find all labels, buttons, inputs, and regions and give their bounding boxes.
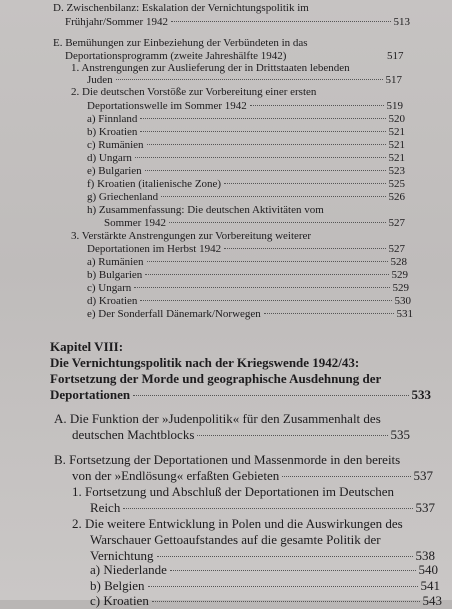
toc-entry-b1[interactable] (90, 500, 435, 516)
chapter-title-line: Die Vernichtungspolitik nach der Kriegswende 1942/43: (50, 355, 360, 370)
toc-subentry-label: b) Belgien (90, 578, 145, 593)
toc-page-number: 531 (396, 308, 413, 320)
leader-dots (140, 131, 385, 132)
toc-subentry[interactable] (90, 578, 440, 594)
toc-page-number: 521 (388, 139, 405, 151)
toc-page-number: 519 (386, 100, 403, 112)
toc-subentry-label: g) Griechenland (87, 191, 159, 203)
toc-page-number: 517 (385, 74, 402, 86)
leader-dots (224, 183, 385, 184)
toc-entry-b-label: B. Fortsetzung der Deportationen und Massenmorde in den bereits (54, 452, 401, 467)
leader-dots (135, 157, 386, 158)
toc-subentry[interactable] (87, 152, 405, 164)
toc-page-number: 533 (411, 387, 431, 402)
toc-entry-d-cont: Frühjahr/Sommer 1942 (65, 16, 168, 28)
leader-dots (116, 79, 383, 80)
toc-entry-e3-label: 3. Verstärkte Anstrengungen zur Vorbereitung weiterer (71, 230, 312, 242)
toc-page-number: 530 (394, 295, 411, 307)
leader-dots (145, 274, 388, 275)
toc-subentry[interactable] (90, 593, 442, 609)
toc-page-number: 543 (422, 593, 442, 608)
toc-subentry-label: e) Bulgarien (87, 165, 142, 177)
toc-subentry-label: b) Kroatien (87, 126, 138, 138)
toc-subentry[interactable] (87, 139, 405, 151)
toc-subentry-label: d) Ungarn (87, 152, 132, 164)
leader-dots (133, 395, 408, 396)
leader-dots (148, 586, 418, 587)
toc-entry-e1[interactable] (87, 74, 402, 86)
toc-subentry-label: f) Kroatien (italienische Zone) (87, 178, 222, 190)
leader-dots (282, 476, 410, 477)
toc-entry-a-label: A. Die Funktion der »Judenpolitik« für den Zusammenhalt des (54, 411, 381, 426)
leader-dots (169, 222, 385, 223)
toc-page-number: 537 (415, 500, 435, 515)
toc-page-number: 521 (388, 126, 405, 138)
toc-entry-d-label: D. Zwischenbilanz: Eskalation der Vernichtungspolitik im (53, 2, 309, 14)
toc-page-number: 541 (420, 578, 440, 593)
toc-page-number: 529 (391, 269, 408, 281)
toc-page-number: 537 (413, 468, 433, 483)
toc-page-number: 526 (388, 191, 405, 203)
leader-dots (250, 105, 384, 106)
toc-subentry[interactable] (87, 178, 405, 190)
toc-entry-e3-cont: Deportationen im Herbst 1942 (87, 243, 222, 255)
toc-subentry-label: c) Ungarn (87, 282, 132, 294)
leader-dots (157, 556, 413, 557)
leader-dots (264, 313, 394, 314)
toc-subentry[interactable] (87, 191, 405, 203)
toc-entry-e3[interactable] (87, 243, 405, 255)
toc-subentry-h-cont: Sommer 1942 (104, 217, 167, 229)
toc-subentry-label: a) Niederlande (90, 562, 167, 577)
toc-entry-b1-cont: Reich (90, 500, 121, 515)
toc-entry-a[interactable] (72, 427, 410, 443)
chapter-title-line: Deportationen (50, 387, 131, 402)
toc-page-number: 513 (393, 16, 410, 28)
toc-subentry-h[interactable] (104, 217, 405, 229)
toc-subentry-h-label: h) Zusammenfassung: Die deutschen Aktivitäten vom (87, 204, 324, 216)
toc-subentry[interactable] (87, 126, 405, 138)
leader-dots (145, 170, 386, 171)
toc-subentry[interactable] (87, 269, 408, 281)
leader-dots (123, 508, 412, 509)
toc-page-number: 527 (388, 243, 405, 255)
leader-dots (224, 248, 385, 249)
leader-dots (152, 601, 420, 602)
toc-entry-e2-label: 2. Die deutschen Vorstöße zur Vorbereitung einer ersten (71, 86, 317, 98)
toc-subentry-label: b) Bulgarien (87, 269, 143, 281)
leader-dots (140, 300, 391, 301)
toc-page-number: 523 (388, 165, 405, 177)
toc-entry-e-cont: Deportationsprogramm (zweite Jahreshälfte 1942) (65, 50, 287, 62)
toc-subentry[interactable] (87, 165, 405, 177)
leader-dots (170, 570, 416, 571)
toc-entry-b2-cont: Warschauer Gettoaufstandes auf die gesamte Politik der (90, 532, 381, 547)
toc-page-number: 529 (392, 282, 409, 294)
chapter-entry[interactable] (50, 387, 431, 403)
toc-subentry[interactable] (87, 113, 405, 125)
chapter-title-line: Fortsetzung der Morde und geographische Ausdehnung der (50, 371, 382, 386)
leader-dots (197, 435, 387, 436)
toc-page-number: 538 (415, 548, 435, 563)
toc-entry-e1-label: 1. Anstrengungen zur Auslieferung der in Drittstaaten lebenden (71, 62, 350, 74)
toc-entry-e2[interactable] (87, 100, 403, 112)
toc-entry-e-label: E. Bemühungen zur Einbeziehung der Verbündeten in das (53, 37, 308, 49)
toc-page-number: 527 (388, 217, 405, 229)
toc-subentry[interactable] (87, 282, 409, 294)
leader-dots (171, 21, 391, 22)
toc-page-number: 521 (388, 152, 405, 164)
toc-subentry[interactable] (87, 308, 413, 320)
toc-subentry-label: c) Rumänien (87, 139, 144, 151)
toc-subentry-label: e) Der Sonderfall Dänemark/Norwegen (87, 308, 261, 320)
toc-subentry-label: c) Kroatien (90, 593, 149, 608)
leader-dots (140, 118, 385, 119)
toc-entry-b1-label: 1. Fortsetzung und Abschluß der Deportationen im Deutschen (72, 484, 395, 499)
toc-subentry-label: a) Rumänien (87, 256, 144, 268)
toc-subentry[interactable] (87, 256, 407, 268)
toc-entry-b-cont: von der »Endlösung« erfaßten Gebieten (72, 468, 280, 483)
toc-entry-b2-label: 2. Die weitere Entwicklung in Polen und die Auswirkungen des (72, 516, 403, 531)
toc-entry-b[interactable] (72, 468, 433, 484)
toc-entry-e1-cont: Juden (87, 74, 113, 86)
toc-page-number-e: 517 (387, 50, 404, 62)
toc-entry-b2-cont: Vernichtung (90, 548, 154, 563)
chapter-number: Kapitel VIII: (50, 339, 124, 354)
toc-subentry[interactable] (87, 295, 411, 307)
toc-subentry[interactable] (90, 562, 438, 578)
leader-dots (147, 144, 386, 145)
toc-entry-d[interactable] (65, 16, 410, 28)
toc-page-number: 535 (390, 427, 410, 442)
toc-entry-e2-cont: Deportationswelle im Sommer 1942 (87, 100, 247, 112)
toc-subentry-label: d) Kroatien (87, 295, 138, 307)
toc-page-number: 540 (418, 562, 438, 577)
toc-page-number: 525 (388, 178, 405, 190)
toc-page-number: 520 (388, 113, 405, 125)
leader-dots (161, 196, 385, 197)
leader-dots (147, 261, 388, 262)
toc-page-number: 528 (390, 256, 407, 268)
toc-subentry-label: a) Finnland (87, 113, 138, 125)
toc-entry-a-cont: deutschen Machtblocks (72, 427, 195, 442)
leader-dots (134, 287, 389, 288)
